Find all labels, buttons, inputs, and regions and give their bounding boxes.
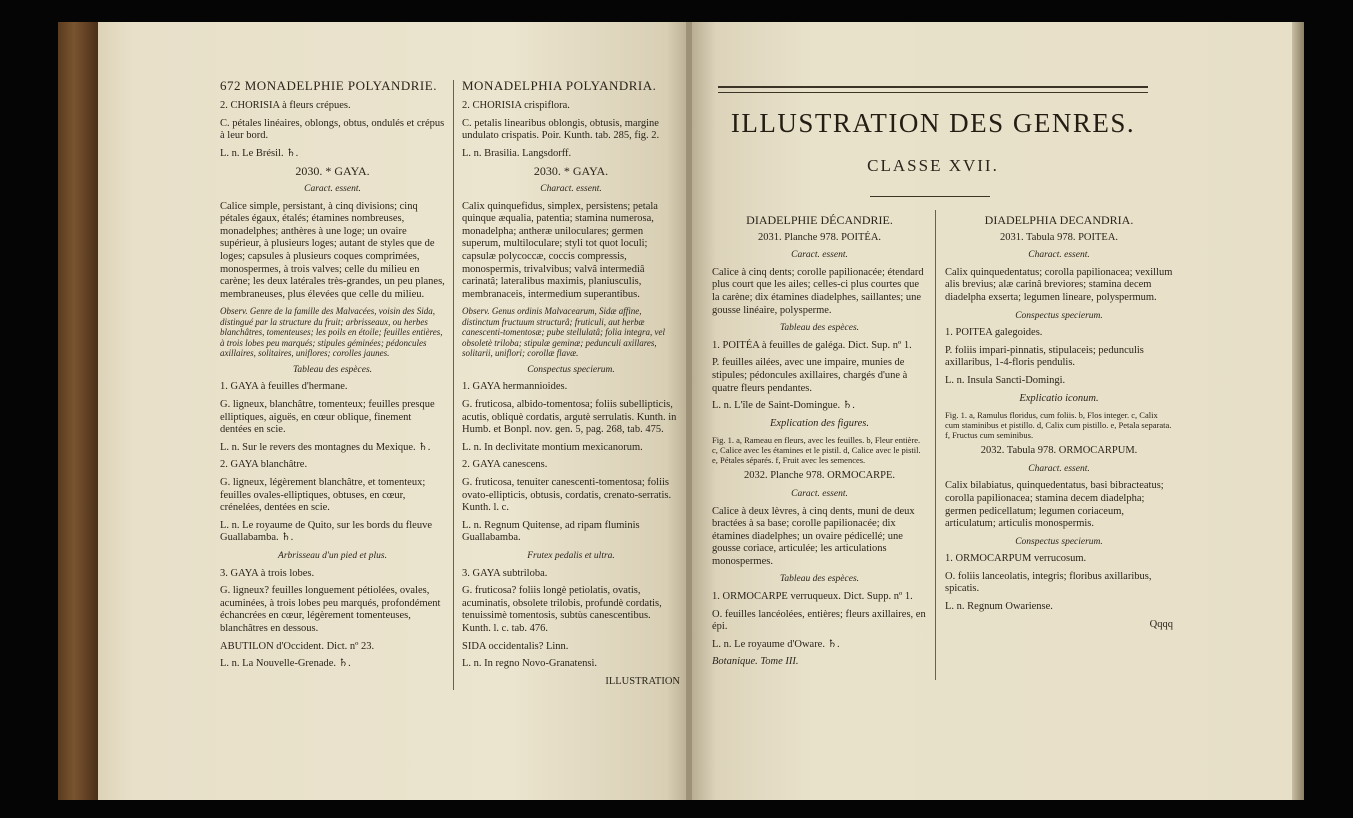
genus-description: Calice à deux lèvres, à cinq dents, muni de deux bractées à sa base; corolle papilionacée; dix étamines diadelphes; un ovaire pédicellé; une gousse coriace, articulée; les articulations monospermes.	[712, 505, 915, 567]
signature-line: Botanique. Tome III.	[712, 656, 799, 668]
column-divider	[935, 210, 936, 680]
species-text: G. ligneux, légèrement blanchâtre, et tomenteux; feuilles ovales-elliptiques, obtuses, en cœur, crénelées, dentées en scie.	[220, 476, 426, 514]
section-label: Tableau des espèces.	[779, 323, 860, 334]
figure-explanation: Fig. 1. a, Rameau en fleurs, avec les feuilles. b, Fleur entière. c, Calice avec les étamines et le pistil. d, Calice avec le pistil. e, Pétales séparés. f, Fruit avec les semences.	[712, 435, 921, 466]
species-text: O. foliis lanceolatis, integris; floribus axillaribus, spicatis.	[945, 570, 1152, 595]
locality: L. n. Brasilia. Langsdorff.	[462, 147, 572, 159]
species-title: 2. GAYA canescens.	[462, 459, 548, 471]
section-label: Conspectus specierum.	[1015, 310, 1103, 321]
title-rule-top-thin	[718, 92, 1148, 93]
observation: Observ. Genre de la famille des Malvacées, voisin des Sida, distingué par la structure du fruit; arbrisseaux, ou herbes blanchâtres, tomenteuses; les poils en étoile; feuilles entières, à trois lobes peu marqués; stipules géminées; pédoncules axillaires, solitaires, uniflores; corolles jaunes.	[220, 306, 443, 359]
locality: L. n. In regno Novo-Granatensi.	[462, 658, 598, 670]
class-title: CLASSE XVII.	[867, 156, 999, 175]
genus-description: Calix bilabiatus, quinquedentatus, basi bibracteatus; corolla papilionacea; stamina decem diadelpha; germen pedicellatum; legumen coriaceum, articulatum; articulis monospermis.	[945, 480, 1164, 530]
species-text: P. feuilles ailées, avec une impaire, munies de stipules; pédoncules axillaires, chargés d'une à quatre fleurs pendantes.	[712, 357, 908, 394]
section-label: Conspectus specierum.	[1015, 536, 1103, 547]
book-fore-edge	[58, 22, 98, 800]
species-text: G. ligneux? feuilles longuement pétiolées, ovales, acuminées, à trois lobes peu marqués, profondément échancrées en cœur, légèrement tomenteuses, blanchâtres en dessous.	[220, 585, 441, 634]
genus-heading: 2030. * GAYA.	[295, 164, 370, 179]
signature-mark: Qqqq	[1149, 618, 1173, 630]
species-title: 3. GAYA à trois lobes.	[220, 567, 315, 579]
observation: Observ. Genus ordinis Malvacearum, Sidæ affine, distinctum fructuum structurâ; fruticuli, aut herbæ canescenti-tomentosæ; pube stellulatâ; folia integra, vel obsoletè triloba; stipulæ geminæ; pedunculi axillares, solitarii, uniflori; corollæ flavæ.	[462, 306, 665, 359]
section-label: Caract. essent.	[791, 250, 848, 261]
species-title: 1. POITÉA à feuilles de galéga. Dict. Sup. nº 1.	[712, 339, 912, 351]
catchword: ILLUSTRATION	[605, 675, 680, 687]
order-heading: DIADELPHIE DÉCANDRIE.	[746, 213, 893, 227]
section-label: Explication des figures.	[769, 417, 870, 429]
note: Frutex pedalis et ultra.	[527, 550, 615, 561]
entry-text: C. petalis linearibus oblongis, obtusis, margine undulato crispatis. Poir. Kunth. tab. 285, fig. 2.	[462, 117, 660, 142]
genus-description: Calice simple, persistant, à cinq divisions; cinq pétales égaux, étalés; étamines nombreuses, monadelphes; anthères à une loge; un ovaire supérieur, à plusieurs loges; autant de styles que de loges; capsules à plusieurs coques comprimées, monospermes, à trois valves; celle du milieu en carène; les deux latérales très-grandes, un peu planes, membraneuses, plus élevées que celle du milieu.	[220, 200, 445, 300]
species-text: G. fruticosa? foliis longè petiolatis, ovatis, acuminatis, obsolete trilobis, profundè cordatis, tenuissimè tomentosis, subtùs canescentibus. Kunth. l. c. tab. 476.	[462, 585, 662, 634]
left-french-column	[220, 100, 445, 676]
right-latin-column	[945, 214, 1173, 636]
species-title: 1. ORMOCARPE verruqueux. Dict. Supp. nº 1.	[712, 591, 913, 603]
genus-heading: 2031. Tabula 978. POITEA.	[999, 231, 1119, 243]
section-label: Charact. essent.	[540, 183, 602, 194]
note: Arbrisseau d'un pied et plus.	[278, 550, 387, 561]
species-title: 1. GAYA à feuilles d'hermane.	[220, 381, 348, 393]
locality: L. n. Regnum Owariense.	[945, 601, 1053, 613]
figure-explanation: Fig. 1. a, Ramulus floridus, cum foliis. b, Flos integer. c, Calix cum staminibus et pistillo. d, Calix cum pistillo. e, Petala separata. f, Fructus cum seminibus.	[945, 410, 1172, 441]
genus-heading: 2032. Planche 978. ORMOCARPE.	[743, 470, 896, 482]
title-rule-short	[870, 196, 990, 197]
species-title: 1. GAYA hermannioides.	[462, 381, 568, 393]
entry-title: 2. CHORISIA à fleurs crépues.	[220, 100, 351, 111]
species-text: O. feuilles lancéolées, entières; fleurs axillaires, en épi.	[712, 608, 926, 633]
title-rule-top	[718, 86, 1148, 88]
genus-heading: 2032. Tabula 978. ORMOCARPUM.	[980, 445, 1138, 457]
section-label: Caract. essent.	[304, 183, 361, 194]
locality: L. n. Insula Sancti-Domingi.	[945, 374, 1066, 386]
locality: L. n. Le Brésil. ♄.	[220, 147, 299, 159]
genus-description: Calix quinquedentatus; corolla papilionacea; vexillum alis brevius; alæ carinâ breviores; stamina decem diadelpha exserta; legumen lineare, polyspermum.	[945, 266, 1173, 303]
running-head-left: 672 MONADELPHIE POLYANDRIE.	[220, 78, 437, 93]
section-label: Caract. essent.	[791, 488, 848, 499]
section-label: Explicatio iconum.	[1019, 392, 1099, 404]
locality: L. n. In declivitate montium mexicanorum.	[462, 441, 643, 453]
species-title: 1. ORMOCARPUM verrucosum.	[945, 553, 1087, 565]
species-text: G. fruticosa, tenuiter canescenti-tomentosa; foliis ovato-ellipticis, obtusis, cordatis, crenato-serratis. Kunth. l. c.	[462, 476, 672, 514]
locality: L. n. Le royaume de Quito, sur les bords du fleuve Guallabamba. ♄.	[220, 519, 432, 544]
running-head-right: MONADELPHIA POLYANDRIA.	[462, 78, 657, 93]
left-latin-column	[462, 100, 680, 693]
synonym: ABUTILON d'Occident. Dict. nº 23.	[220, 640, 375, 652]
entry-title: 2. CHORISIA crispiflora.	[462, 100, 570, 111]
column-divider	[453, 80, 454, 690]
synonym: SIDA occidentalis? Linn.	[462, 640, 569, 652]
locality: L. n. L'île de Saint-Domingue. ♄.	[712, 400, 855, 412]
species-title: 2. GAYA blanchâtre.	[220, 459, 308, 471]
species-title: 1. POITEA galegoides.	[945, 327, 1043, 339]
species-title: 3. GAYA subtriloba.	[462, 567, 548, 579]
entry-text: C. pétales linéaires, oblongs, obtus, ondulés et crépus à leur bord.	[220, 117, 445, 142]
species-text: G. ligneux, blanchâtre, tomenteux; feuilles presque elliptiques, aiguës, en cœur oblique, finement dentées en scie.	[220, 399, 435, 436]
section-label: Tableau des espèces.	[779, 574, 860, 585]
order-heading: DIADELPHIA DECANDRIA.	[984, 213, 1134, 227]
section-label: Conspectus specierum.	[527, 364, 615, 375]
locality: L. n. La Nouvelle-Grenade. ♄.	[220, 658, 351, 670]
section-label: Tableau des espèces.	[292, 364, 373, 375]
locality: L. n. Regnum Quitense, ad ripam fluminis Guallabamba.	[462, 519, 640, 544]
genus-heading: 2031. Planche 978. POITÉA.	[757, 231, 882, 243]
locality: L. n. Le royaume d'Oware. ♄.	[712, 638, 840, 650]
page-title: ILLUSTRATION DES GENRES.	[730, 108, 1136, 138]
locality: L. n. Sur le revers des montagnes du Mexique. ♄.	[220, 441, 431, 453]
section-label: Charact. essent.	[1028, 250, 1090, 261]
right-page-edge	[1292, 22, 1304, 800]
species-text: P. foliis impari-pinnatis, stipulaceis; pedunculis axillaribus, 1-4-floris pendulis.	[945, 344, 1144, 369]
genus-description: Calice à cinq dents; corolle papilionacée; étendard plus court que les ailes; celles-ci plus courtes que la carène; dix étamines diadelphes, saillantes; une gousse linéaire, polysperme.	[712, 266, 924, 316]
genus-description: Calix quinquefidus, simplex, persistens; petala quinque æqualia, patentia; stamina numerosa, monadelpha; antheræ uniloculares; germen superum, multiloculare; styli tot quot loculi; capsulæ polycoccæ, coccis compressis, monospermis, trivalvibus; valvâ intermediâ carinatâ; lateralibus maximis, planiusculis, membranaceis, intermedium superantibus.	[462, 200, 658, 300]
species-text: G. fruticosa, albido-tomentosa; foliis subellipticis, acutis, obliquè cordatis, argutè serrulatis. Kunth. in Humb. et Bonpl. nov. gen. 5, pag. 268, tab. 475.	[462, 399, 677, 436]
section-label: Charact. essent.	[1028, 463, 1090, 474]
right-french-column	[712, 214, 927, 674]
genus-heading: 2030. * GAYA.	[533, 164, 609, 179]
